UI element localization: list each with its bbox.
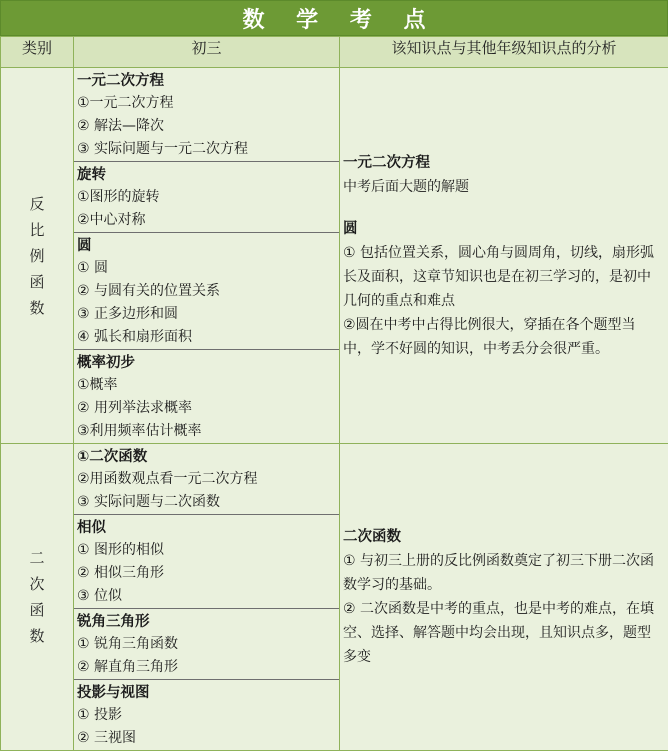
topic-item: ①图形的旋转 [77,186,339,209]
topic-item: ① 圆 [77,257,339,280]
analysis-cell [340,68,668,444]
topics-cell [74,444,340,751]
topic-block [74,68,339,162]
analysis-title: 一元二次方程 [343,151,662,175]
header-row [1,37,668,68]
topic-item: ② 用列举法求概率 [77,397,339,420]
header-analysis: 该知识点与其他年级知识点的分析 [340,37,668,68]
topic-item: ②用函数观点看一元二次方程 [77,468,339,491]
analysis-block [340,151,668,361]
topic-title: 一元二次方程 [77,70,339,92]
topic-title: 圆 [77,235,339,257]
topic-item: ① 锐角三角函数 [77,633,339,656]
topic-item: ③ 正多边形和圆 [77,303,339,326]
analysis-paragraph: ① 包括位置关系，圆心角与圆周角，切线，扇形弧长及面积，这章节知识也是在初三学习的，是初中几何的重点和难点 [343,241,662,313]
topic-block [74,444,339,515]
topic-title: ①二次函数 [77,446,339,468]
topic-item: ① 图形的相似 [77,539,339,562]
topic-title: 锐角三角形 [77,611,339,633]
topic-item: ② 解直角三角形 [77,656,339,679]
page-title: 数 学 考 点 [231,3,438,34]
topic-item: ② 解法—降次 [77,115,339,138]
title-bar [0,0,668,36]
topics-cell [74,68,340,444]
topic-block [74,680,339,750]
topic-item: ①一元二次方程 [77,92,339,115]
topic-title: 相似 [77,517,339,539]
topic-block [74,162,339,233]
analysis-block [340,525,668,669]
analysis-title: 二次函数 [343,525,662,549]
table-row [1,444,668,751]
topic-item: ②中心对称 [77,209,339,232]
topic-item: ①概率 [77,374,339,397]
analysis-paragraph: 中考后面大题的解题 [343,175,662,199]
header-category: 类别 [1,37,74,68]
analysis-paragraph: ②圆在中考中占得比例很大，穿插在各个题型当中，学不好圆的知识，中考丢分会很严重。 [343,313,662,361]
analysis-cell [340,444,668,751]
topic-title: 概率初步 [77,352,339,374]
category-label: 二次函数 [29,545,45,649]
table-row [1,68,668,444]
topic-item: ② 与圆有关的位置关系 [77,280,339,303]
topic-item: ③ 位似 [77,585,339,608]
topic-item: ③利用频率估计概率 [77,420,339,443]
analysis-paragraph: ① 与初三上册的反比例函数奠定了初三下册二次函数学习的基础。 [343,549,662,597]
category-label: 反比例函数 [29,191,45,321]
topic-block [74,515,339,609]
topic-item: ② 相似三角形 [77,562,339,585]
topic-item: ③ 实际问题与一元二次方程 [77,138,339,161]
category-cell [1,444,74,751]
analysis-title: 圆 [343,217,662,241]
topic-item: ③ 实际问题与二次函数 [77,491,339,514]
category-cell [1,68,74,444]
topic-item: ② 三视图 [77,727,339,750]
topic-block [74,350,339,443]
exam-points-table [0,36,668,751]
topic-item: ① 投影 [77,704,339,727]
topic-block [74,609,339,680]
analysis-paragraph: ② 二次函数是中考的重点，也是中考的难点，在填空、选择、解答题中均会出现，且知识点多，题型多变 [343,597,662,669]
topic-item: ④ 弧长和扇形面积 [77,326,339,349]
topic-title: 旋转 [77,164,339,186]
header-grade: 初三 [74,37,340,68]
topic-block [74,233,339,350]
topic-title: 投影与视图 [77,682,339,704]
